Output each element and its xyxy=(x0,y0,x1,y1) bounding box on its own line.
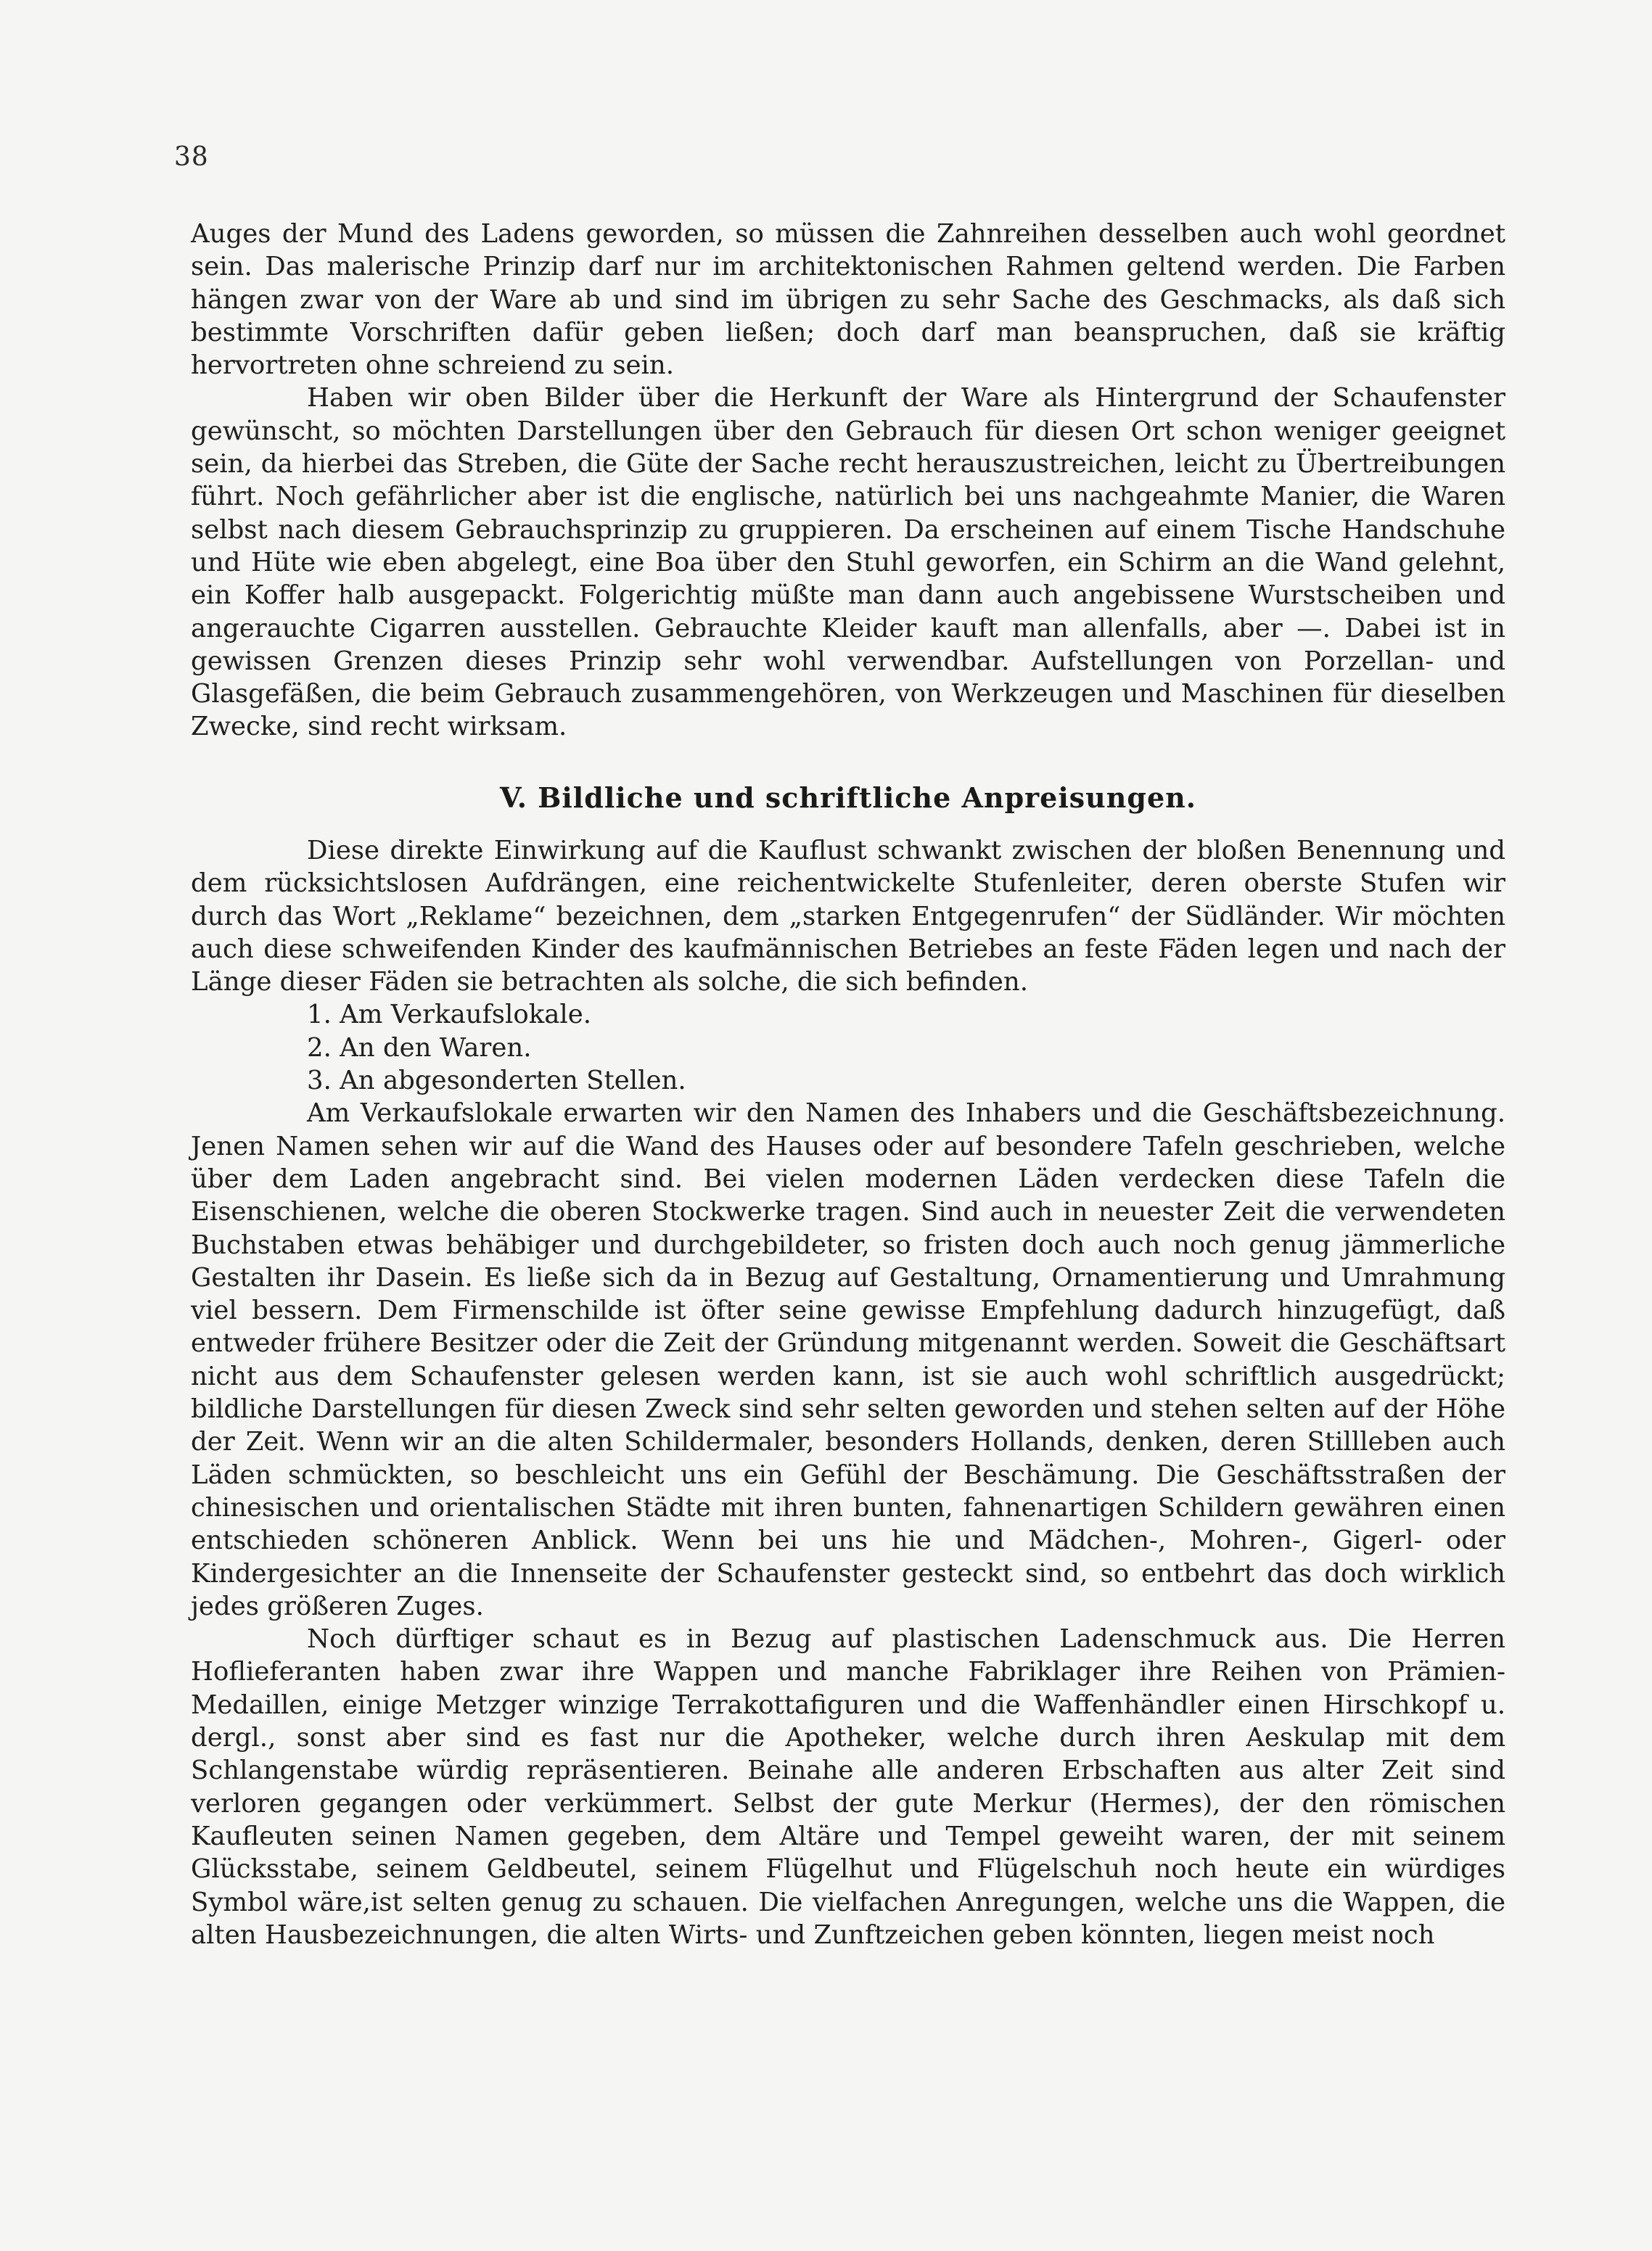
page-number: 38 xyxy=(174,142,209,172)
section-2-body xyxy=(191,834,1505,1951)
paragraph: Am Verkaufslokale erwarten wir den Namen des Inhabers und die Geschäftsbezeichnung. Jenen Namen sehen wir auf die Wand des Hauses oder auf besondere Tafeln geschrieben, welche über dem Laden angebracht sind. Bei vielen modernen Läden verdecken diese Tafeln die Eisenschienen, welche die oberen Stockwerke tragen. Sind auch in neuester Zeit die verwendeten Buchstaben etwas behäbiger und durchgebildeter, so fristen doch auch noch genug jämmerliche Gestalten ihr Dasein. Es ließe sich da in Bezug auf Gestaltung, Ornamentierung und Umrahmung viel bessern. Dem Firmenschilde ist öfter seine gewisse Empfehlung dadurch hinzugefügt, daß entweder frühere Besitzer oder die Zeit der Gründung mitgenannt werden. Soweit die Geschäftsart nicht aus dem Schaufenster gelesen werden kann, ist sie auch wohl schriftlich ausgedrückt; bildliche Darstellungen für diesen Zweck sind sehr selten geworden und stehen selten auf der Höhe der Zeit. Wenn wir an die alten Schildermaler, besonders Hollands, denken, deren Stillleben auch Läden schmückten, so beschleicht uns ein Gefühl der Beschämung. Die Geschäftsstraßen der chinesischen und orientalischen Städte mit ihren bunten, fahnenartigen Schildern gewähren einen entschieden schöneren Anblick. Wenn bei uns hie und Mädchen-, Mohren-, Gigerl- oder Kindergesichter an die Innenseite der Schaufenster gesteckt sind, so entbehrt das doch wirklich jedes größeren Zuges. xyxy=(191,1098,1505,1621)
list-item: 2. An den Waren. xyxy=(307,1032,532,1063)
list-item: 3. An abgesonderten Stellen. xyxy=(307,1066,686,1096)
paragraph: Noch dürftiger schaut es in Bezug auf plastischen Ladenschmuck aus. Die Herren Hoflieferanten haben zwar ihre Wappen und manche Fabriklager ihre Reihen von Prämien-Medaillen, einige Metzger winzige Terrakottafiguren und die Waffenhändler einen Hirschkopf u. dergl., sonst aber sind es fast nur die Apotheker, welche durch ihren Aeskulap mit dem Schlangenstabe würdig repräsentieren. Beinahe alle anderen Erbschaften aus alter Zeit sind verloren gegangen oder verkümmert. Selbst der gute Merkur (Hermes), der den römischen Kaufleuten seinen Namen gegeben, dem Altäre und Tempel geweiht waren, der mit seinem Glücksstabe, seinem Geldbeutel, seinem Flügelhut und Flügelschuh noch heute ein würdiges Symbol wäre,ist selten genug zu schauen. Die vielfachen Anregungen, welche uns die Wappen, die alten Hausbezeichnungen, die alten Wirts- und Zunftzeichen geben könnten, liegen meist noch xyxy=(191,1624,1505,1950)
list-item: 1. Am Verkaufslokale. xyxy=(307,1000,592,1030)
paragraph: Auges der Mund des Ladens geworden, so müssen die Zahnreihen desselben auch wohl geordnet sein. Das malerische Prinzip darf nur im architektonischen Rahmen geltend werden. Die Farben hängen zwar von der Ware ab und sind im übrigen zu sehr Sache des Geschmacks, als daß sich bestimmte Vorschriften dafür geben ließen; doch darf man beanspruchen, daß sie kräftig hervortreten ohne schreiend zu sein. xyxy=(191,219,1505,381)
intro-paragraph: Diese direkte Einwirkung auf die Kauflust schwankt zwischen der bloßen Benennung und dem rücksichtslosen Aufdrängen, eine reichentwickelte Stufenleiter, deren oberste Stufen wir durch das Wort „Reklame“ bezeichnen, dem „starken Entgegenrufen“ der Südländer. Wir möchten auch diese schweifenden Kinder des kaufmännischen Betriebes an feste Fäden legen und nach der Länge dieser Fäden sie betrachten als solche, die sich befinden. xyxy=(191,836,1505,997)
paragraph: Haben wir oben Bilder über die Herkunft der Ware als Hintergrund der Schaufenster gewünscht, so möchten Darstellungen über den Gebrauch für diesen Ort schon weniger geeignet sein, da hierbei das Streben, die Güte der Sache recht herauszustreichen, leicht zu Übertreibungen führt. Noch gefährlicher aber ist die englische, natürlich bei uns nachgeahmte Manier, die Waren selbst nach diesem Gebrauchsprinzip zu gruppieren. Da erscheinen auf einem Tische Handschuhe und Hüte wie eben abgelegt, eine Boa über den Stuhl geworfen, ein Schirm an die Wand gelehnt, ein Koffer halb ausgepackt. Folgerichtig müßte man dann auch angebissene Wurstscheiben und angerauchte Cigarren ausstellen. Gebrauchte Kleider kauft man allenfalls, aber —. Dabei ist in gewissen Grenzen dieses Prinzip sehr wohl verwendbar. Aufstellungen von Porzellan- und Glasgefäßen, die beim Gebrauch zusammengehören, von Werkzeugen und Maschinen für dieselben Zwecke, sind recht wirksam. xyxy=(191,383,1505,742)
section-heading: V. Bildliche und schriftliche Anpreisungen. xyxy=(499,781,1197,814)
location-list xyxy=(191,998,1505,1097)
section-1-body xyxy=(191,218,1505,744)
